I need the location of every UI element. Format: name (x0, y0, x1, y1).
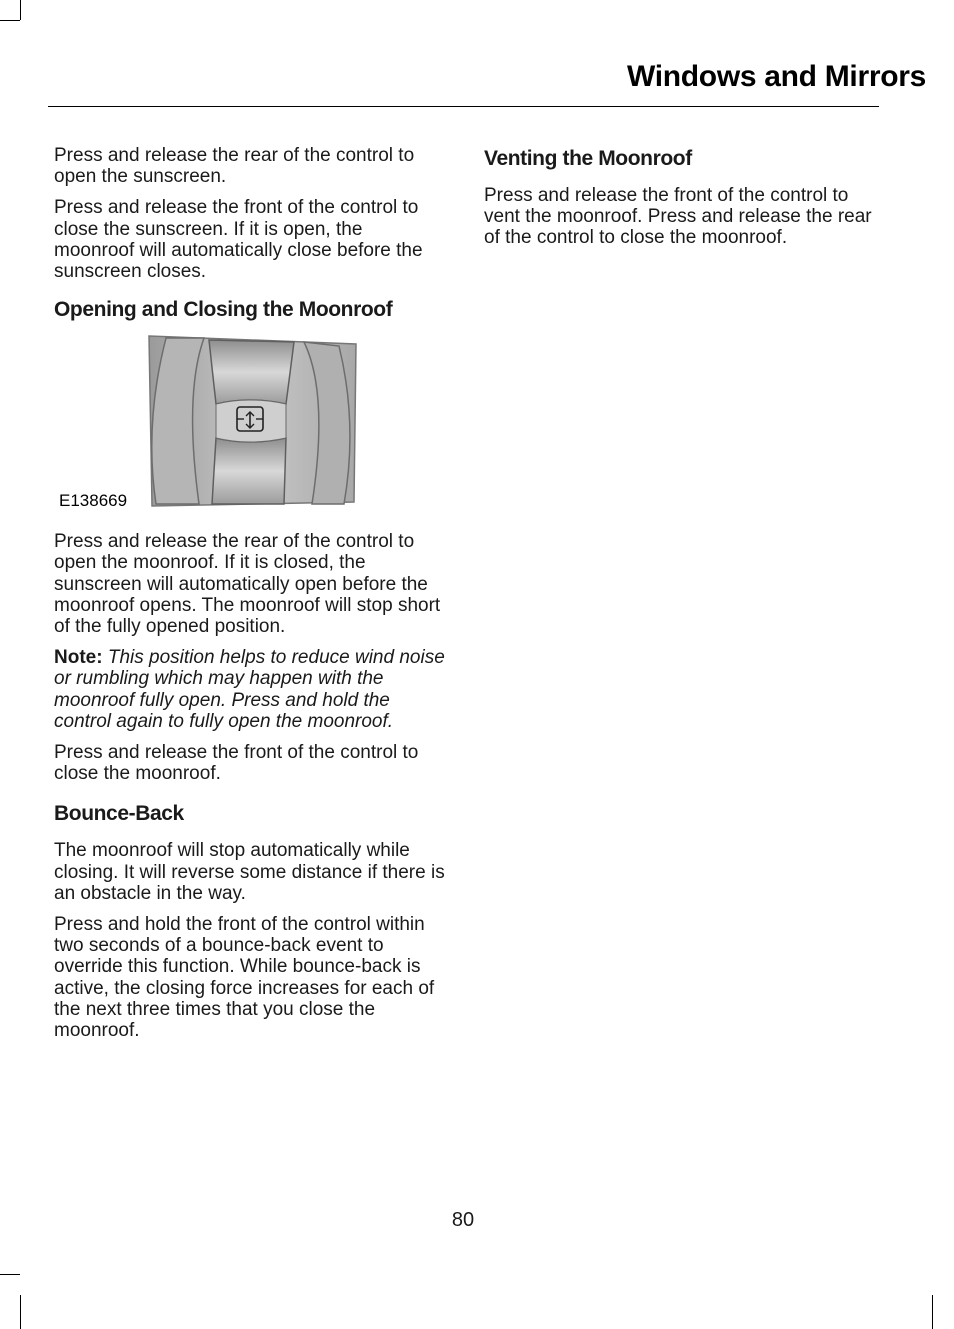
paragraph: Press and hold the front of the control within two seconds of a bounce-back event to override this function. While bounce-back is active, the closing force increases for each of the next three times that you close the moonroof. (54, 914, 435, 1042)
paragraph: Press and release the rear of the control to open the sunscreen. (54, 145, 415, 188)
section-heading: Opening and Closing the Moonroof (54, 298, 393, 322)
paragraph: Press and release the rear of the control to open the moonroof. If it is closed, the sunscreen will automatically open before the moonroof opens. The moonroof will stop short of the fully opened position. (54, 531, 441, 638)
crop-mark (20, 1295, 21, 1329)
crop-mark (0, 1274, 20, 1275)
title-divider (48, 106, 879, 107)
figure-label: E138669 (59, 491, 128, 511)
paragraph: The moonroof will stop automatically while closing. It will reverse some distance if there is an obstacle in the way. (54, 840, 445, 904)
note-text: This position helps to reduce wind noise or rumbling which may happen with the moonroof fully open. Press and hold the control again to fully open the moonroof. (54, 647, 445, 732)
crop-mark (932, 1295, 933, 1329)
note-label: Note: (54, 647, 103, 669)
paragraph: Press and release the front of the control to vent the moonroof. Press and release the rear of the control to close the moonroof. (484, 185, 872, 249)
paragraph: Press and release the front of the control to close the moonroof. (54, 742, 419, 785)
crop-mark (0, 20, 20, 21)
page-number: 80 (451, 1209, 475, 1231)
page-title: Windows and Mirrors (626, 60, 926, 93)
right-column (484, 145, 876, 259)
crop-mark (20, 0, 21, 20)
section-heading: Venting the Moonroof (484, 147, 692, 170)
note-paragraph (54, 647, 446, 732)
moonroof-switch-illustration (144, 334, 359, 509)
paragraph: Press and release the front of the control to close the sunscreen. If it is open, the moonroof will automatically close before the sunscreen closes. (54, 197, 423, 283)
section-heading: Bounce-Back (54, 802, 184, 826)
left-column (54, 145, 446, 1051)
moonroof-control-figure (54, 334, 446, 519)
